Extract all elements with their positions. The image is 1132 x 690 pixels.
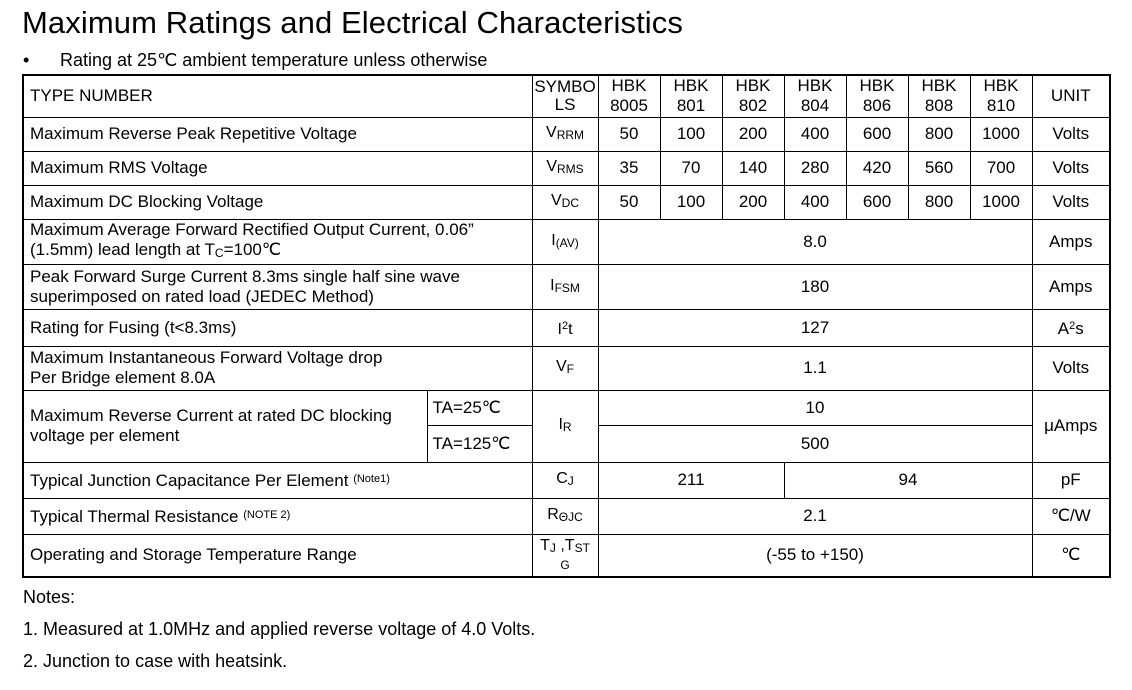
value-cell: 1.1 — [598, 346, 1032, 390]
unit-cell — [1032, 309, 1110, 346]
symbol-tail: t — [568, 320, 573, 338]
symbol-cell — [532, 346, 598, 390]
param-name-line2: voltage per element — [30, 426, 180, 445]
table-row — [23, 185, 1110, 219]
symbol-sub: RMS — [557, 162, 584, 176]
symbol: V — [556, 358, 567, 375]
notes-section — [23, 586, 535, 682]
unit-sup: 2 — [1069, 320, 1076, 332]
symbol-cell — [532, 534, 598, 577]
value-cell: (-55 to +150) — [598, 534, 1032, 577]
param-name-line1: Peak Forward Surge Current 8.3ms single half sine wave — [30, 266, 460, 286]
param-name-text: (1.5mm) lead length at T — [30, 240, 215, 259]
condition-cell: TA=125℃ — [427, 425, 532, 462]
symbol-sub: RRM — [556, 128, 585, 142]
symbol-sub: (AV) — [555, 235, 579, 250]
symbol-cell — [532, 390, 598, 462]
value-cell: 200 — [722, 117, 784, 151]
ratings-table — [22, 74, 1111, 578]
symbol: I — [550, 276, 555, 294]
value-cell: 560 — [908, 151, 970, 185]
model-line1: HBK — [983, 76, 1019, 96]
symbol-cell — [532, 462, 598, 498]
symbol-sub: R — [562, 420, 572, 434]
unit-cell: Amps — [1032, 219, 1110, 264]
value-cell: 800 — [908, 117, 970, 151]
value-cell: 1000 — [970, 117, 1032, 151]
condition-text: Rating at 25℃ ambient temperature unless otherwise — [60, 50, 488, 70]
value-cell: 211 — [598, 462, 784, 498]
unit-cell: μAmps — [1032, 390, 1110, 462]
unit-cell: Volts — [1032, 117, 1110, 151]
table-row — [23, 117, 1110, 151]
param-name-line2: superimposed on rated load (JEDEC Method) — [30, 286, 374, 306]
value-cell: 1000 — [970, 185, 1032, 219]
value-cell: 400 — [784, 185, 846, 219]
value-cell: 8.0 — [598, 219, 1032, 264]
value-cell: 50 — [598, 117, 660, 151]
unit-cell: Volts — [1032, 346, 1110, 390]
value-cell: 35 — [598, 151, 660, 185]
table-row — [23, 346, 1110, 390]
table-row — [23, 219, 1110, 264]
table-row — [23, 390, 1110, 425]
symbol-sub: J — [549, 540, 556, 555]
param-name-text: Typical Junction Capacitance Per Element — [30, 471, 349, 490]
unit-tail: s — [1075, 319, 1084, 338]
page-title: Maximum Ratings and Electrical Characteristics — [22, 5, 683, 40]
value-cell: 10 — [598, 390, 1032, 425]
unit-cell: Amps — [1032, 264, 1110, 309]
value-cell: 94 — [784, 462, 1032, 498]
param-name-line1: Maximum Reverse Current at rated DC blocking — [30, 406, 392, 425]
symbols-header — [532, 75, 598, 117]
model-line2: 802 — [738, 96, 768, 116]
symbol-sub: ST — [574, 540, 590, 555]
param-name: Maximum RMS Voltage — [23, 151, 532, 185]
value-cell: 700 — [970, 151, 1032, 185]
param-name-sub: C — [214, 246, 224, 260]
value-cell: 127 — [598, 309, 1032, 346]
symbol-sub: F — [566, 362, 575, 376]
symbol: V — [551, 192, 562, 209]
symbol-sub: J — [567, 474, 574, 488]
unit-cell: ℃/W — [1032, 498, 1110, 534]
param-name: Maximum DC Blocking Voltage — [23, 185, 532, 219]
value-cell: 100 — [660, 117, 722, 151]
value-cell: 280 — [784, 151, 846, 185]
value-cell: 600 — [846, 185, 908, 219]
unit-cell: Volts — [1032, 185, 1110, 219]
value-cell: 180 — [598, 264, 1032, 309]
param-name: Rating for Fusing (t<8.3ms) — [23, 309, 532, 346]
model-line2: 801 — [676, 96, 706, 116]
table-row — [23, 309, 1110, 346]
symbol-sub: DC — [561, 196, 580, 210]
type-number-header: TYPE NUMBER — [23, 75, 532, 117]
model-line1: HBK — [797, 76, 833, 96]
symbol-cell — [532, 117, 598, 151]
note-ref: (Note1) — [353, 473, 390, 485]
param-name-text: =100℃ — [223, 240, 281, 259]
symbol-cell — [532, 498, 598, 534]
model-line1: HBK — [673, 76, 709, 96]
model-line2: 808 — [924, 96, 954, 116]
model-line2: 810 — [986, 96, 1016, 116]
note-item: 2. Junction to case with heatsink. — [23, 651, 288, 671]
unit-text: A — [1057, 319, 1070, 338]
model-line2: 806 — [862, 96, 892, 116]
param-name — [23, 346, 532, 390]
symbol: I — [557, 320, 562, 338]
value-cell: 100 — [660, 185, 722, 219]
symbol-line2: G — [560, 557, 570, 572]
model-header — [970, 75, 1032, 117]
value-cell: 420 — [846, 151, 908, 185]
unit-cell: ℃ — [1032, 534, 1110, 577]
symbol: C — [556, 470, 568, 487]
param-name-line2 — [30, 240, 532, 263]
model-header — [784, 75, 846, 117]
table-row — [23, 462, 1110, 498]
symbol: ,T — [555, 536, 575, 554]
symbol-line1 — [533, 537, 598, 557]
table-row — [23, 151, 1110, 185]
model-header — [908, 75, 970, 117]
value-cell: 600 — [846, 117, 908, 151]
model-line1: HBK — [611, 76, 647, 96]
unit-cell: pF — [1032, 462, 1110, 498]
value-cell: 800 — [908, 185, 970, 219]
param-name-line1: Maximum Instantaneous Forward Voltage drop — [30, 348, 383, 367]
model-line1: HBK — [859, 76, 895, 96]
symbol: T — [540, 536, 550, 554]
param-name — [23, 462, 532, 498]
table-row — [23, 498, 1110, 534]
param-name-line2: Per Bridge element 8.0A — [30, 368, 216, 387]
model-header — [598, 75, 660, 117]
unit-header: UNIT — [1032, 75, 1110, 117]
symbol-sub: FSM — [554, 280, 580, 295]
note-ref: (NOTE 2) — [243, 509, 291, 521]
value-cell: 70 — [660, 151, 722, 185]
symbol-cell — [532, 219, 598, 264]
model-line2: 804 — [800, 96, 830, 116]
model-header — [846, 75, 908, 117]
notes-heading: Notes: — [23, 587, 76, 607]
condition-cell: TA=25℃ — [427, 390, 532, 425]
symbol: I — [558, 416, 563, 433]
symbol-cell — [532, 264, 598, 309]
table-row — [23, 534, 1110, 577]
table-header-row — [23, 75, 1110, 117]
table-row — [23, 264, 1110, 309]
param-name-line1: Maximum Average Forward Rectified Output Current, 0.06” — [30, 220, 474, 239]
value-cell: 400 — [784, 117, 846, 151]
symbol-cell — [532, 185, 598, 219]
bullet-icon: • — [23, 50, 30, 70]
symbol-cell — [532, 309, 598, 346]
model-line1: HBK — [921, 76, 957, 96]
symbol-sub: ΘJC — [558, 510, 583, 524]
symbols-header-line2: LS — [554, 95, 576, 115]
model-header — [722, 75, 784, 117]
symbol: V — [546, 124, 557, 141]
symbol-cell — [532, 151, 598, 185]
note-item: 1. Measured at 1.0MHz and applied reverse voltage of 4.0 Volts. — [23, 619, 536, 639]
value-cell: 50 — [598, 185, 660, 219]
symbol: V — [546, 158, 558, 175]
symbols-header-line1: SYMBO — [534, 77, 596, 97]
param-name — [23, 264, 532, 309]
value-cell: 2.1 — [598, 498, 1032, 534]
param-name — [23, 390, 427, 462]
unit-cell: Volts — [1032, 151, 1110, 185]
rating-condition — [20, 49, 487, 71]
model-line1: HBK — [735, 76, 771, 96]
param-name — [23, 219, 532, 264]
param-name — [23, 498, 532, 534]
value-cell: 140 — [722, 151, 784, 185]
model-header — [660, 75, 722, 117]
value-cell: 200 — [722, 185, 784, 219]
symbol: I — [551, 231, 556, 249]
param-name: Maximum Reverse Peak Repetitive Voltage — [23, 117, 532, 151]
param-name-text: Typical Thermal Resistance — [30, 507, 239, 526]
symbol: R — [547, 506, 559, 523]
symbol-sup: 2 — [561, 319, 569, 332]
model-line2: 8005 — [610, 96, 648, 116]
value-cell: 500 — [598, 425, 1032, 462]
param-name: Operating and Storage Temperature Range — [23, 534, 532, 577]
